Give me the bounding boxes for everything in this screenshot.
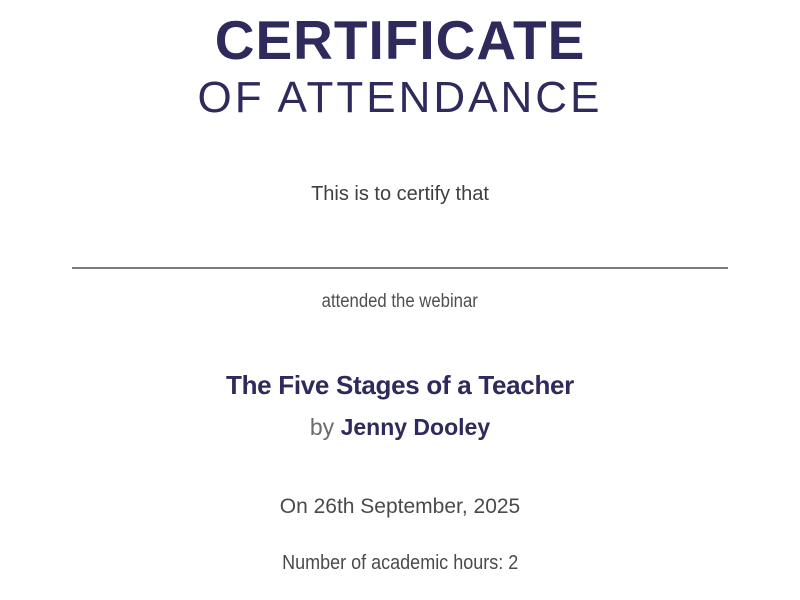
presenter-name: Jenny Dooley <box>340 414 491 440</box>
byline <box>0 414 800 442</box>
academic-hours-label: Number of academic hours: 2 <box>281 552 519 574</box>
webinar-title: The Five Stages of a Teacher <box>225 370 575 400</box>
certificate-title: CERTIFICATE <box>214 9 586 71</box>
certify-text: This is to certify that <box>311 183 489 205</box>
by-label: by <box>309 414 341 440</box>
webinar-date: On 26th September, 2025 <box>279 495 521 518</box>
attendee-name-line <box>72 267 728 269</box>
attended-webinar-label: attended the webinar <box>321 291 479 312</box>
certificate-subtitle: OF ATTENDANCE <box>197 73 603 122</box>
academic-hours <box>0 551 800 575</box>
attended-webinar-text <box>0 291 800 314</box>
